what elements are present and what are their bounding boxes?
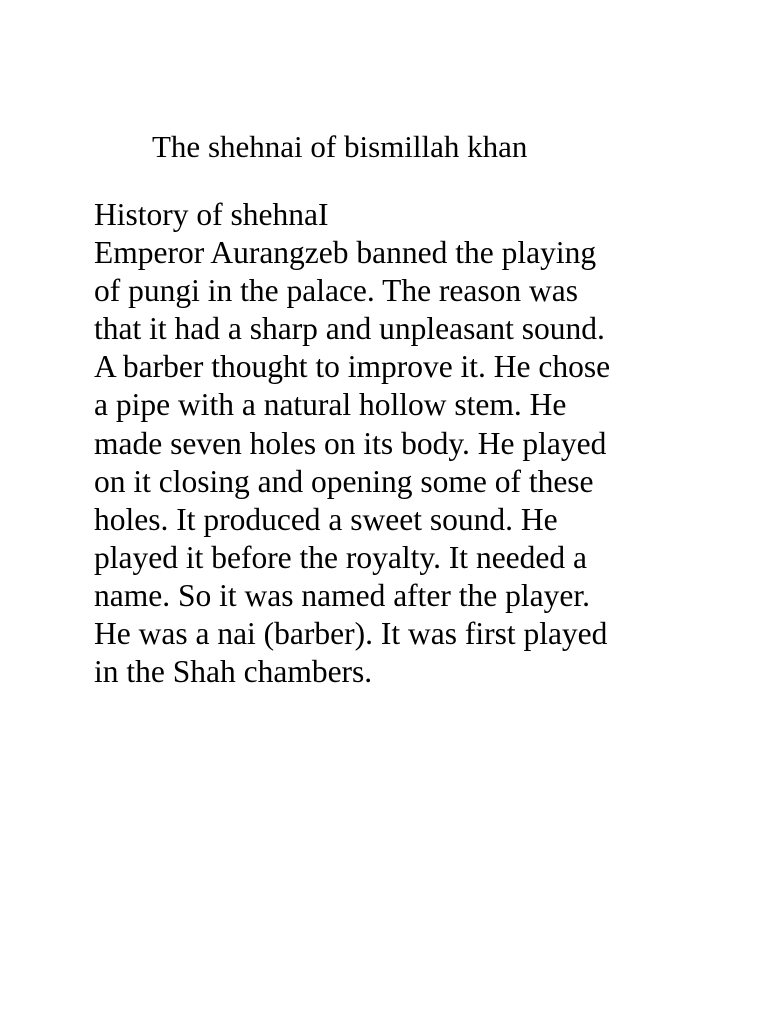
- section-heading: History of shehnaI: [94, 197, 329, 232]
- body-line: that it had a sharp and unpleasant sound.: [94, 311, 605, 347]
- body-line: Emperor Aurangzeb banned the playing: [94, 235, 597, 271]
- body-line: a pipe with a natural hollow stem. He: [94, 387, 567, 423]
- body-line: He was a nai (barber). It was first played: [94, 616, 608, 652]
- body-line: made seven holes on its body. He played: [94, 425, 607, 461]
- body-line: played it before the royalty. It needed a: [94, 539, 587, 575]
- body-line: A barber thought to improve it. He chose: [94, 349, 611, 385]
- body-line: on it closing and opening some of these: [94, 463, 594, 499]
- body-line: holes. It produced a sweet sound. He: [94, 501, 558, 537]
- body-text: [94, 196, 734, 691]
- body-line: of pungi in the palace. The reason was: [94, 273, 579, 309]
- body-line: name. So it was named after the player.: [94, 577, 590, 613]
- page-title: The shehnai of bismillah khan: [152, 129, 528, 164]
- body-line: in the Shah chambers.: [94, 654, 373, 690]
